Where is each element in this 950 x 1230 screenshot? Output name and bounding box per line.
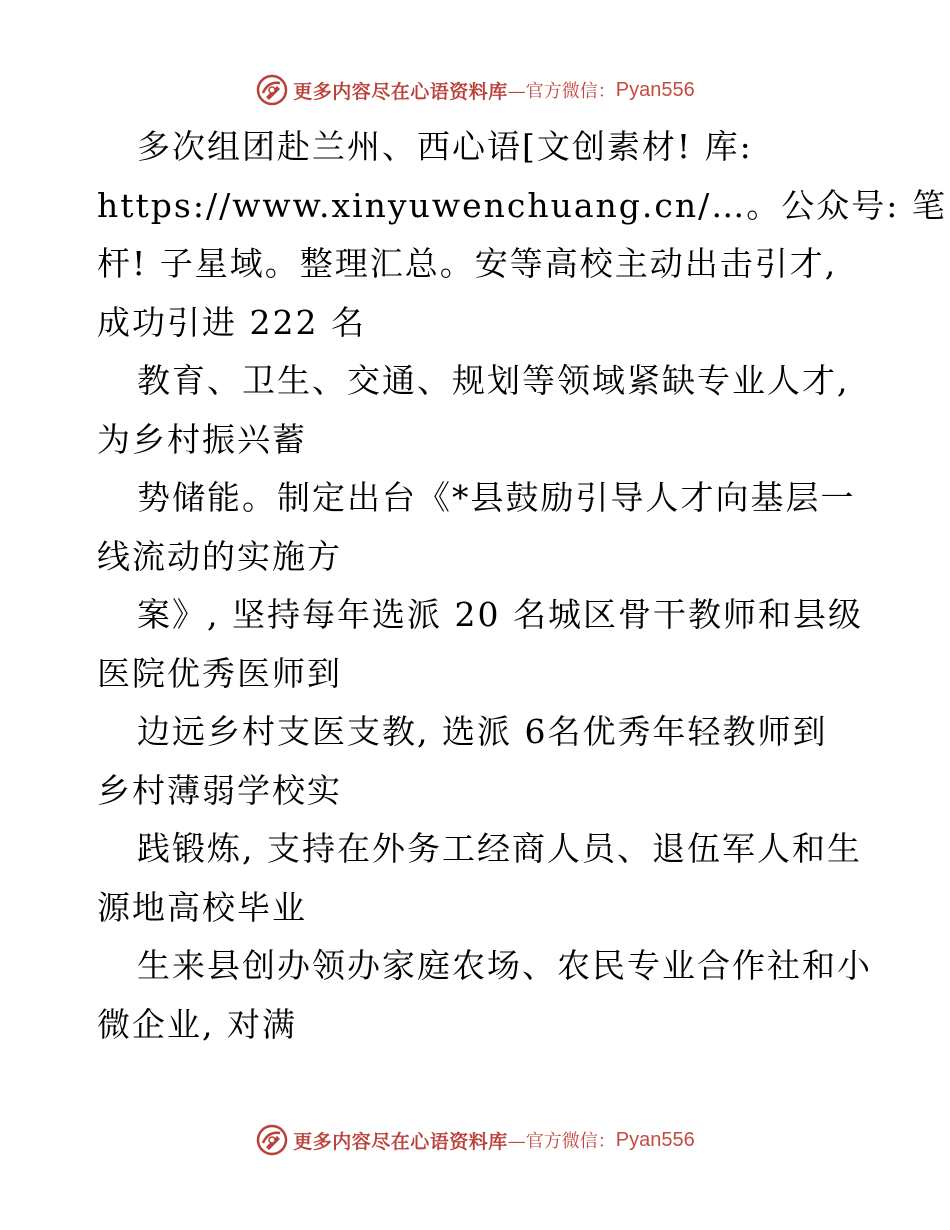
banner-text: 更多内容尽在心语资料库 bbox=[293, 80, 508, 103]
paragraph-line: 为乡村振兴蓄 bbox=[97, 419, 307, 459]
paragraph-line: 源地高校毕业 bbox=[97, 887, 307, 927]
paragraph-line: 践锻炼, 支持在外务工经商人员、退伍军人和生 bbox=[137, 829, 862, 868]
paragraph-line: 医院优秀医师到 bbox=[97, 653, 342, 693]
banner-suffix: —官方微信： bbox=[507, 81, 616, 102]
footer-banner bbox=[0, 1120, 950, 1160]
banner-suffix: —官方微信： bbox=[507, 1131, 616, 1152]
logo-emblem-icon bbox=[255, 1123, 289, 1157]
paragraph-line: 微企业, 对满 bbox=[97, 1004, 297, 1044]
logo-emblem-icon bbox=[255, 73, 289, 107]
header-banner bbox=[0, 70, 950, 110]
paragraph-line: 教育、卫生、交通、规划等领域紧缺专业人才, bbox=[137, 361, 850, 400]
wechat-id: Pyan556 bbox=[615, 78, 695, 101]
wechat-id: Pyan556 bbox=[615, 1128, 695, 1151]
paragraph-line: 生来县创办领办家庭农场、农民专业合作社和小 bbox=[137, 946, 872, 985]
paragraph-line: 多次组团赴兰州、西心语[文创素材! 库: bbox=[137, 127, 753, 166]
paragraph-line: 边远乡村支医支教, 选派 6名优秀年轻教师到 bbox=[137, 712, 828, 751]
paragraph-line: 成功引进 222 名 bbox=[97, 302, 366, 342]
paragraph-line: 势储能。制定出台《*县鼓励引导人才向基层一 bbox=[137, 478, 856, 517]
paragraph-line: 乡村薄弱学校实 bbox=[97, 770, 342, 810]
paragraph-line: 杆! 子星域。整理汇总。安等高校主动出击引才, bbox=[97, 244, 838, 283]
paragraph-line: 线流动的实施方 bbox=[97, 536, 342, 576]
document-body bbox=[97, 118, 947, 1054]
banner-text: 更多内容尽在心语资料库 bbox=[293, 1130, 508, 1153]
paragraph-line: https://www.xinyuwenchuang.cn/…。公众号: 笔 bbox=[97, 185, 947, 225]
paragraph-line: 案》, 坚持每年选派 20 名城区骨干教师和县级 bbox=[137, 595, 863, 634]
